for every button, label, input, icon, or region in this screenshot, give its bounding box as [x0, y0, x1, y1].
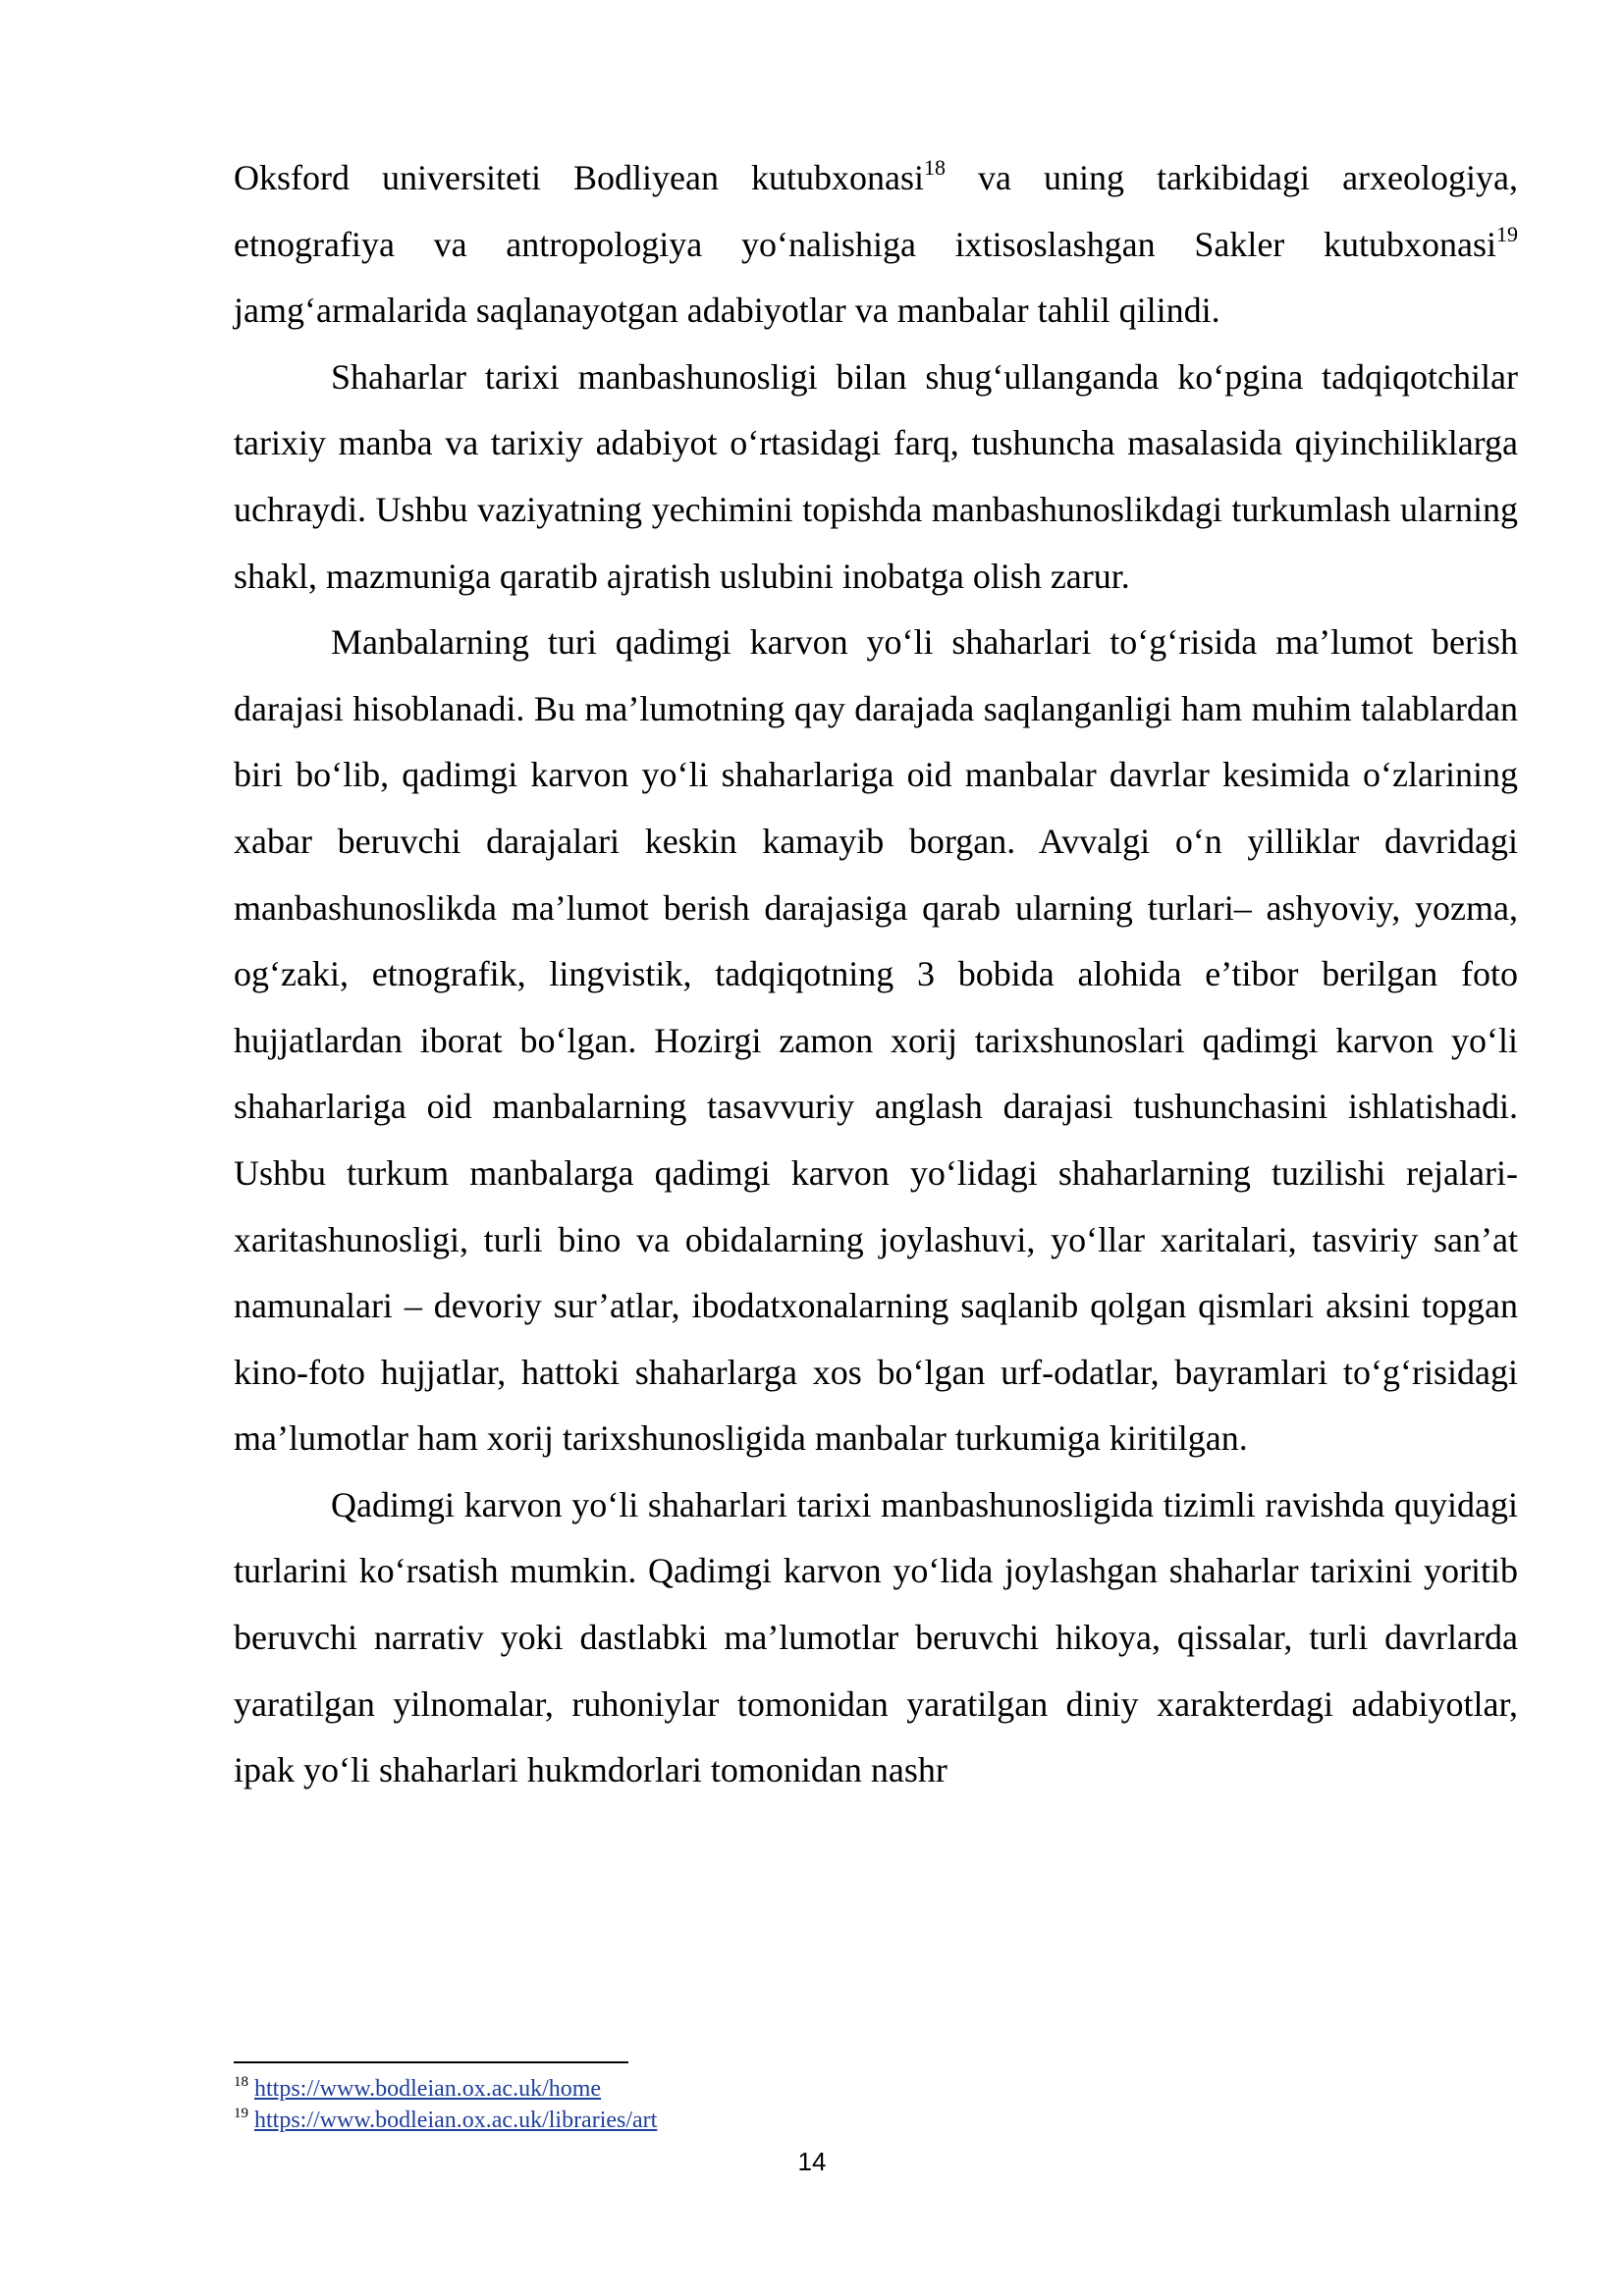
- paragraph-1-text-middle: va uning tarkibidagi arxeologiya, etnografiya va antropologiya yo‘nalishiga ixtisoslashgan Sakler kutubxonasi: [234, 158, 1518, 264]
- footnote-19: [234, 2105, 1216, 2136]
- body-text: [234, 145, 1518, 1804]
- footnote-separator: [234, 2061, 628, 2063]
- paragraph-4: Qadimgi karvon yo‘li shaharlari tarixi manbashunosligida tizimli ravishda quyidagi turlarini ko‘rsatish mumkin. Qadimgi karvon yo‘lida joylashgan shaharlar tarixini yoritib beruvchi narrativ yoki dastlabki ma’lumotlar beruvchi hikoya, qissalar, turli davrlarda yaratilgan yilnomalar, ruhoniylar tomonidan yaratilgan diniy xarakterdagi adabiyotlar, ipak yo‘li shaharlari hukmdorlari tomonidan nashr: [234, 1484, 1518, 1790]
- page-number: 14: [797, 2147, 827, 2176]
- paragraph-1-text-start: Oksford universiteti Bodliyean kutubxonasi: [234, 158, 925, 197]
- footnote-link-bodleian-home[interactable]: https://www.bodleian.ox.ac.uk/home: [254, 2076, 602, 2102]
- footnote-link-bodleian-art[interactable]: https://www.bodleian.ox.ac.uk/libraries/art: [254, 2108, 658, 2133]
- paragraph-1: [234, 145, 1518, 345]
- paragraph-3: Manbalarning turi qadimgi karvon yo‘li shaharlari to‘g‘risida ma’lumot berish darajasi hisoblanadi. Bu ma’lumotning qay darajada saqlanganligi ham muhim talablardan biri bo‘lib, qadimgi karvon yo‘li shaharlariga oid manbalar davrlar kesimida o‘zlarining xabar beruvchi darajalari keskin kamayib borgan. Avvalgi o‘n yilliklar davridagi manbashunoslikda ma’lumot berish darajasiga qarab ularning turlari– ashyoviy, yozma, og‘zaki, etnografik, lingvistik, tadqiqotning 3 bobida alohida e’tibor berilgan foto hujjatlardan iborat bo‘lgan. Hozirgi zamon xorij tarixshunoslari qadimgi karvon yo‘li shaharlariga oid manbalarning tasavvuriy anglash darajasi tushunchasini ishlatishadi. Ushbu turkum manbalarga qadimgi karvon yo‘lidagi shaharlarning tuzilishi rejalari-xaritashunosligi, turli bino va obidalarning joylashuvi, yo‘llar xaritalari, tasviriy san’at namunalari – devoriy sur’atlar, ibodatxonalarning saqlanib qolgan qismlari aksini topgan kino-foto hujjatlar, hattoki shaharlarga xos bo‘lgan urf-odatlar, bayramlari to‘g‘risidagi ma’lumotlar ham xorij tarixshunosligida manbalar turkumiga kiritilgan.: [234, 622, 1518, 1459]
- footnote-ref-18[interactable]: 18: [924, 155, 947, 180]
- footnote-number: 18: [234, 2074, 248, 2090]
- footnote-ref-19[interactable]: 19: [1496, 221, 1518, 246]
- paragraph-2: Shaharlar tarixi manbashunosligi bilan shug‘ullanganda ko‘pgina tadqiqotchilar tarixiy manba va tarixiy adabiyot o‘rtasidagi farq, tushuncha masalasida qiyinchiliklarga uchraydi. Ushbu vaziyatning yechimini topishda manbashunoslikdagi turkumlash ularning shakl, mazmuniga qaratib ajratish uslubini inobatga olish zarur.: [234, 356, 1518, 596]
- footnotes: [234, 2073, 1216, 2136]
- paragraph-1-text-end: jamg‘armalarida saqlanayotgan adabiyotlar va manbalar tahlil qilindi.: [234, 291, 1220, 331]
- footnote-number: 19: [234, 2106, 248, 2121]
- footnote-18: [234, 2073, 1216, 2105]
